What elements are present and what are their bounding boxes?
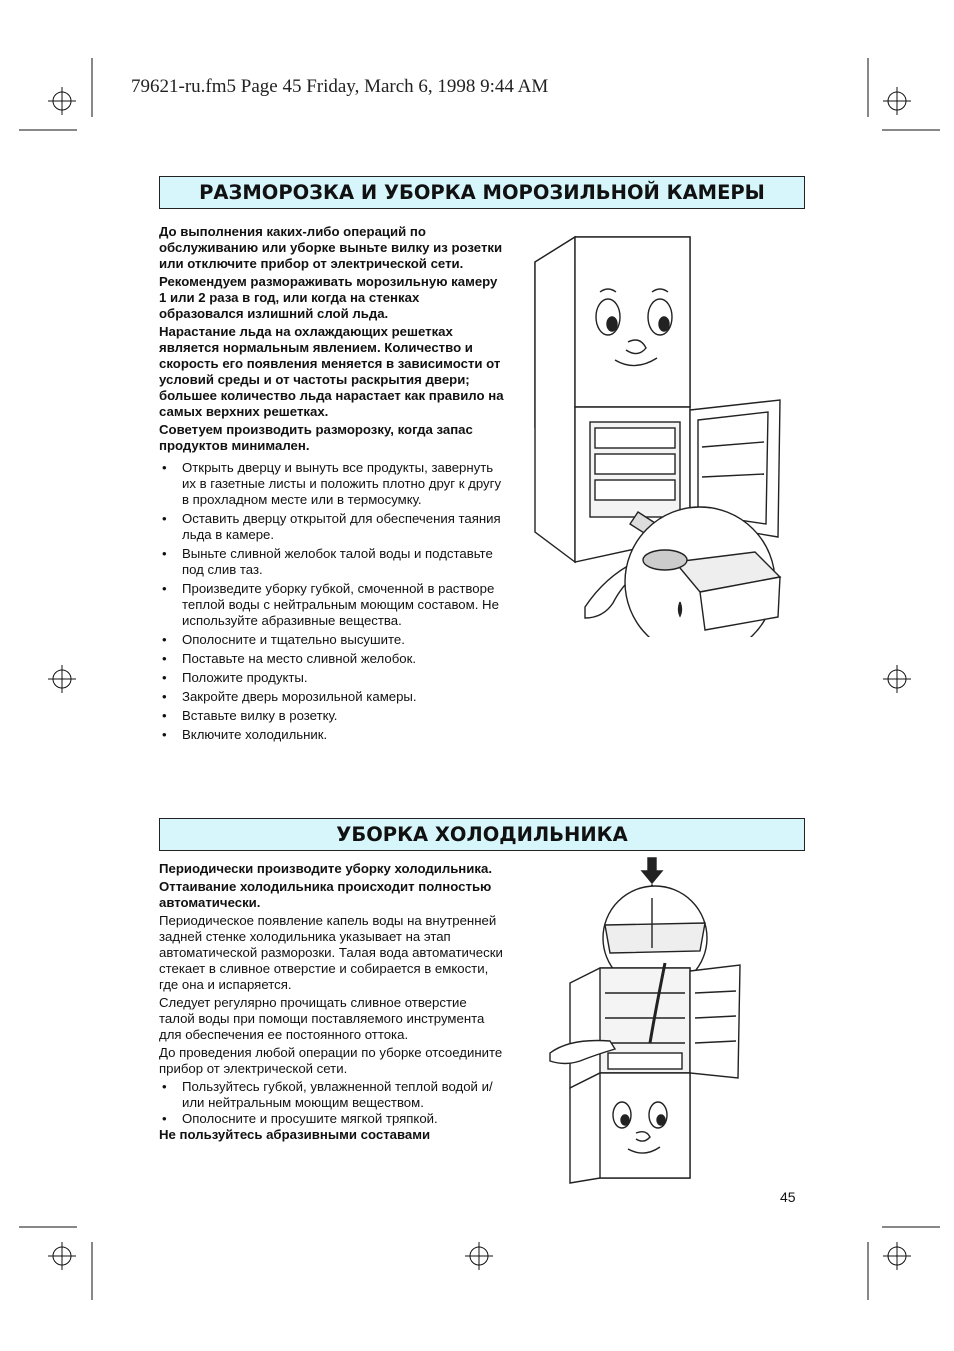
list-item: • Ополосните и тщательно высушите. (159, 632, 504, 648)
section-freezer-text (159, 224, 504, 746)
paragraph: Оттаивание холодильника происходит полностью автоматически. (159, 879, 492, 910)
section-title-freezer: РАЗМОРОЗКА И УБОРКА МОРОЗИЛЬНОЙ КАМЕРЫ (159, 176, 805, 209)
file-header: 79621-ru.fm5 Page 45 Friday, March 6, 1998 9:44 AM (131, 76, 549, 97)
bullet-list (159, 1079, 504, 1127)
list-item: • Произведите уборку губкой, смоченной в растворе теплой воды с нейтральным моющим составом. Не используйте абразивные вещества. (159, 581, 504, 629)
list-item: • Открыть дверцу и вынуть все продукты, завернуть их в газетные листы и положить плотно друг к другу в прохладном месте или в термосумку. (159, 460, 504, 508)
list-item: • Выньте сливной желобок талой воды и подставьте под слив таз. (159, 546, 504, 578)
list-item: • Включите холодильник. (159, 727, 504, 743)
paragraph: Периодически производите уборку холодильника. (159, 861, 492, 876)
paragraph: Следует регулярно прочищать сливное отверстие талой воды при помощи поставляемого инструмента для обеспечения ее постоянного оттока. (159, 995, 485, 1042)
paragraph: Рекомендуем размораживать морозильную камеру 1 или 2 раза в год, или когда на стенках образовался излишний слой льда. (159, 274, 498, 321)
page-number: 45 (780, 1189, 796, 1205)
closing-warning: Не пользуйтесь абразивными составами (159, 1127, 431, 1142)
list-item: • Вставьте вилку в розетку. (159, 708, 504, 724)
freezer-defrost-illustration (520, 232, 805, 637)
bullet-list (159, 460, 504, 743)
list-item: • Ополосните и просушите мягкой тряпкой. (159, 1111, 504, 1127)
section-fridge-text (159, 861, 504, 1145)
fridge-cleaning-illustration (540, 853, 805, 1185)
paragraph: Нарастание льда на охлаждающих решетках является нормальным явлением. Количество и скорость его появления меняется в зависимости от условий среды и от частоты раскрытия двери; большее количество льда нарастает как правило на самых верхних решетках. (159, 324, 504, 419)
paragraph: До проведения любой операции по уборке отсоедините прибор от электрической сети. (159, 1045, 503, 1076)
list-item: • Оставить дверцу открытой для обеспечения таяния льда в камере. (159, 511, 504, 543)
section-title-fridge: УБОРКА ХОЛОДИЛЬНИКА (159, 818, 805, 851)
paragraph: До выполнения каких-либо операций по обслуживанию или уборке выньте вилку из розетки или отключите прибор от электрической сети. (159, 224, 503, 271)
paragraph: Советуем производить разморозку, когда запас продуктов минимален. (159, 422, 473, 453)
list-item: • Пользуйтесь губкой, увлажненной теплой водой и/или нейтральным моющим веществом. (159, 1079, 504, 1111)
paragraph: Периодическое появление капель воды на внутренней задней стенке холодильника указывает на этап автоматической разморозки. Талая вода автоматически стекает в сливное отверстие и собирается в емкости, где она и испаряется. (159, 913, 503, 992)
list-item: • Закройте дверь морозильной камеры. (159, 689, 504, 705)
list-item: • Положите продукты. (159, 670, 504, 686)
list-item: • Поставьте на место сливной желобок. (159, 651, 504, 667)
